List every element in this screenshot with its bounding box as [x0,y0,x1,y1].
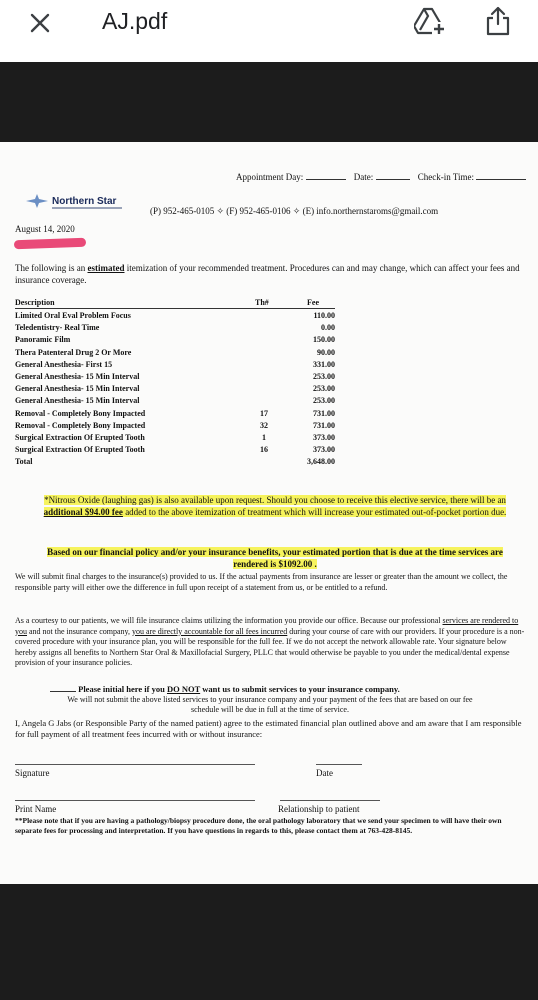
table-row [15,360,335,372]
star-logo-icon [26,194,48,208]
print-name-label: Print Name [15,804,57,814]
row-fee: 731.00 [313,408,335,418]
logo-text: Northern Star [52,196,117,207]
table-row [15,433,335,445]
appointment-day-label: Appointment Day: [236,172,304,182]
share-icon[interactable] [484,5,512,37]
table-row [15,311,335,323]
header-fee: Fee [307,298,319,307]
table-row [15,445,335,457]
row-fee: 253.00 [313,396,335,406]
table-row [15,348,335,360]
viewer-background-top [0,62,538,142]
row-fee: 150.00 [313,335,335,345]
relationship-line [280,800,380,801]
print-name-line [15,800,255,801]
no-submit-text: We will not submit the above listed services to your insurance company and your payment of the fees that are based on our fee schedule will be due in full at the time of service. [67,695,473,714]
table-row [15,372,335,384]
date-label: Date [316,768,333,778]
row-description: Panoramic Film [15,335,71,345]
row-description: Limited Oral Eval Problem Focus [15,311,131,320]
northern-star-logo [26,194,136,212]
initial-here-line: Please initial here if you DO NOT want us to submit services to your insurance company. [50,684,400,694]
relationship-label: Relationship to patient [278,804,360,814]
pathology-footnote: **Please note that if you are having a pathology/biopsy procedure done, the oral pathology laboratory that we send your specimen to will have their own separate fees for processing and interpretation. If you have questions in regards to this, please contact them at 763-428-8145. [15,816,502,835]
table-rule [15,308,335,309]
row-description: General Anesthesia- 15 Min Interval [15,396,140,406]
total-fee: 3,648.00 [307,457,335,467]
table-row [15,384,335,396]
redaction-mark [14,238,86,250]
row-fee: 253.00 [313,384,335,394]
row-description: Surgical Extraction Of Erupted Tooth [15,445,145,455]
document-page[interactable] [0,142,538,884]
row-description: General Anesthesia- 15 Min Interval [15,372,140,381]
header-description: Description [15,298,55,307]
final-charges-paragraph: We will submit final charges to the insurance(s) provided to us. If the actual payments from insurance are lesser or greater than the amount we collect, the responsible party will either owe the difference in full upon receipt of a statement from us, or be entitled to a refund. [15,572,508,592]
row-tooth-number: 16 [260,445,268,455]
row-description: General Anesthesia- First 15 [15,359,113,369]
row-tooth-number: 32 [260,420,268,430]
add-to-drive-icon[interactable] [414,6,446,36]
contact-info: (P) 952-465-0105 ✧ (F) 952-465-0106 ✧ (E) info.northernstaroms@gmail.com [150,206,439,216]
agreement-text: I, Angela G Jabs (or Responsible Party of the named patient) agree to the estimated financial plan outlined above and am aware that I am responsible for full payment of all treatment fees incurred with or without insurance: [15,718,522,739]
total-label: Total [15,457,33,467]
file-title: AJ.pdf [102,8,168,34]
row-description: General Anesthesia- 15 Min Interval [15,384,140,394]
estimated-portion-notice: Based on our financial policy and/or your insurance benefits, your estimated portion that is due at the time services are rendered is $1092.00 . [47,547,503,569]
courtesy-paragraph: As a courtesy to our patients, we will file insurance claims utilizing the information you provide our office. Because our professional services are rendered to you and not the insurance company, you are directly accountable for all fees incurred during your course of care with our providers. If your procedure is a non-covered procedure with your insurance plan, you will be responsible for the full fee. If we do not accept the network allowable rate. Your signature below hereby assigns all benefits to Northern Star Oral & Maxillofacial Surgery, PLLC that would otherwise be payable to you under the medical/dental expense provision of your insurance policies. [15,616,525,667]
table-row [15,323,335,335]
row-fee: 373.00 [313,445,335,455]
table-row [15,421,335,433]
row-description: Surgical Extraction Of Erupted Tooth [15,433,145,442]
row-description: Removal - Completely Bony Impacted [15,420,146,430]
row-fee: 373.00 [313,433,335,442]
checkin-time-label: Check-in Time: [417,172,475,182]
signature-line [15,764,255,765]
close-icon[interactable] [26,9,54,37]
row-description: Teledentistry- Real Time [15,323,100,333]
intro-text: The following is an estimated itemization of your recommended treatment. Procedures can and may change, which can affect your fees and insurance coverage. [15,263,520,285]
table-row [15,335,335,347]
document-date: August 14, 2020 [15,224,75,234]
row-fee: 90.00 [317,347,335,357]
row-description: Removal - Completely Bony Impacted [15,408,146,418]
row-fee: 331.00 [313,359,335,369]
app-bar [0,0,538,62]
appointment-line [236,172,526,182]
header-th: Th# [255,298,269,307]
appointment-date-label: Date: [353,172,374,182]
row-fee: 110.00 [313,311,335,320]
row-fee: 0.00 [321,323,335,333]
date-line [316,764,362,765]
table-row [15,409,335,421]
nitrous-oxide-notice: *Nitrous Oxide (laughing gas) is also available upon request. Should you choose to receive this elective service, there will be an additional $94.00 fee added to the above itemization of treatment which will increase your estimated out-of-pocket portion due. [43,495,507,517]
table-row [15,396,335,408]
row-tooth-number: 17 [260,408,268,418]
row-tooth-number: 1 [262,433,266,442]
table-total-row [15,457,335,469]
viewer-background-bottom [0,884,538,1000]
row-fee: 731.00 [313,420,335,430]
row-description: Thera Patenteral Drug 2 Or More [15,347,132,357]
signature-label: Signature [15,768,50,778]
row-fee: 253.00 [313,372,335,381]
